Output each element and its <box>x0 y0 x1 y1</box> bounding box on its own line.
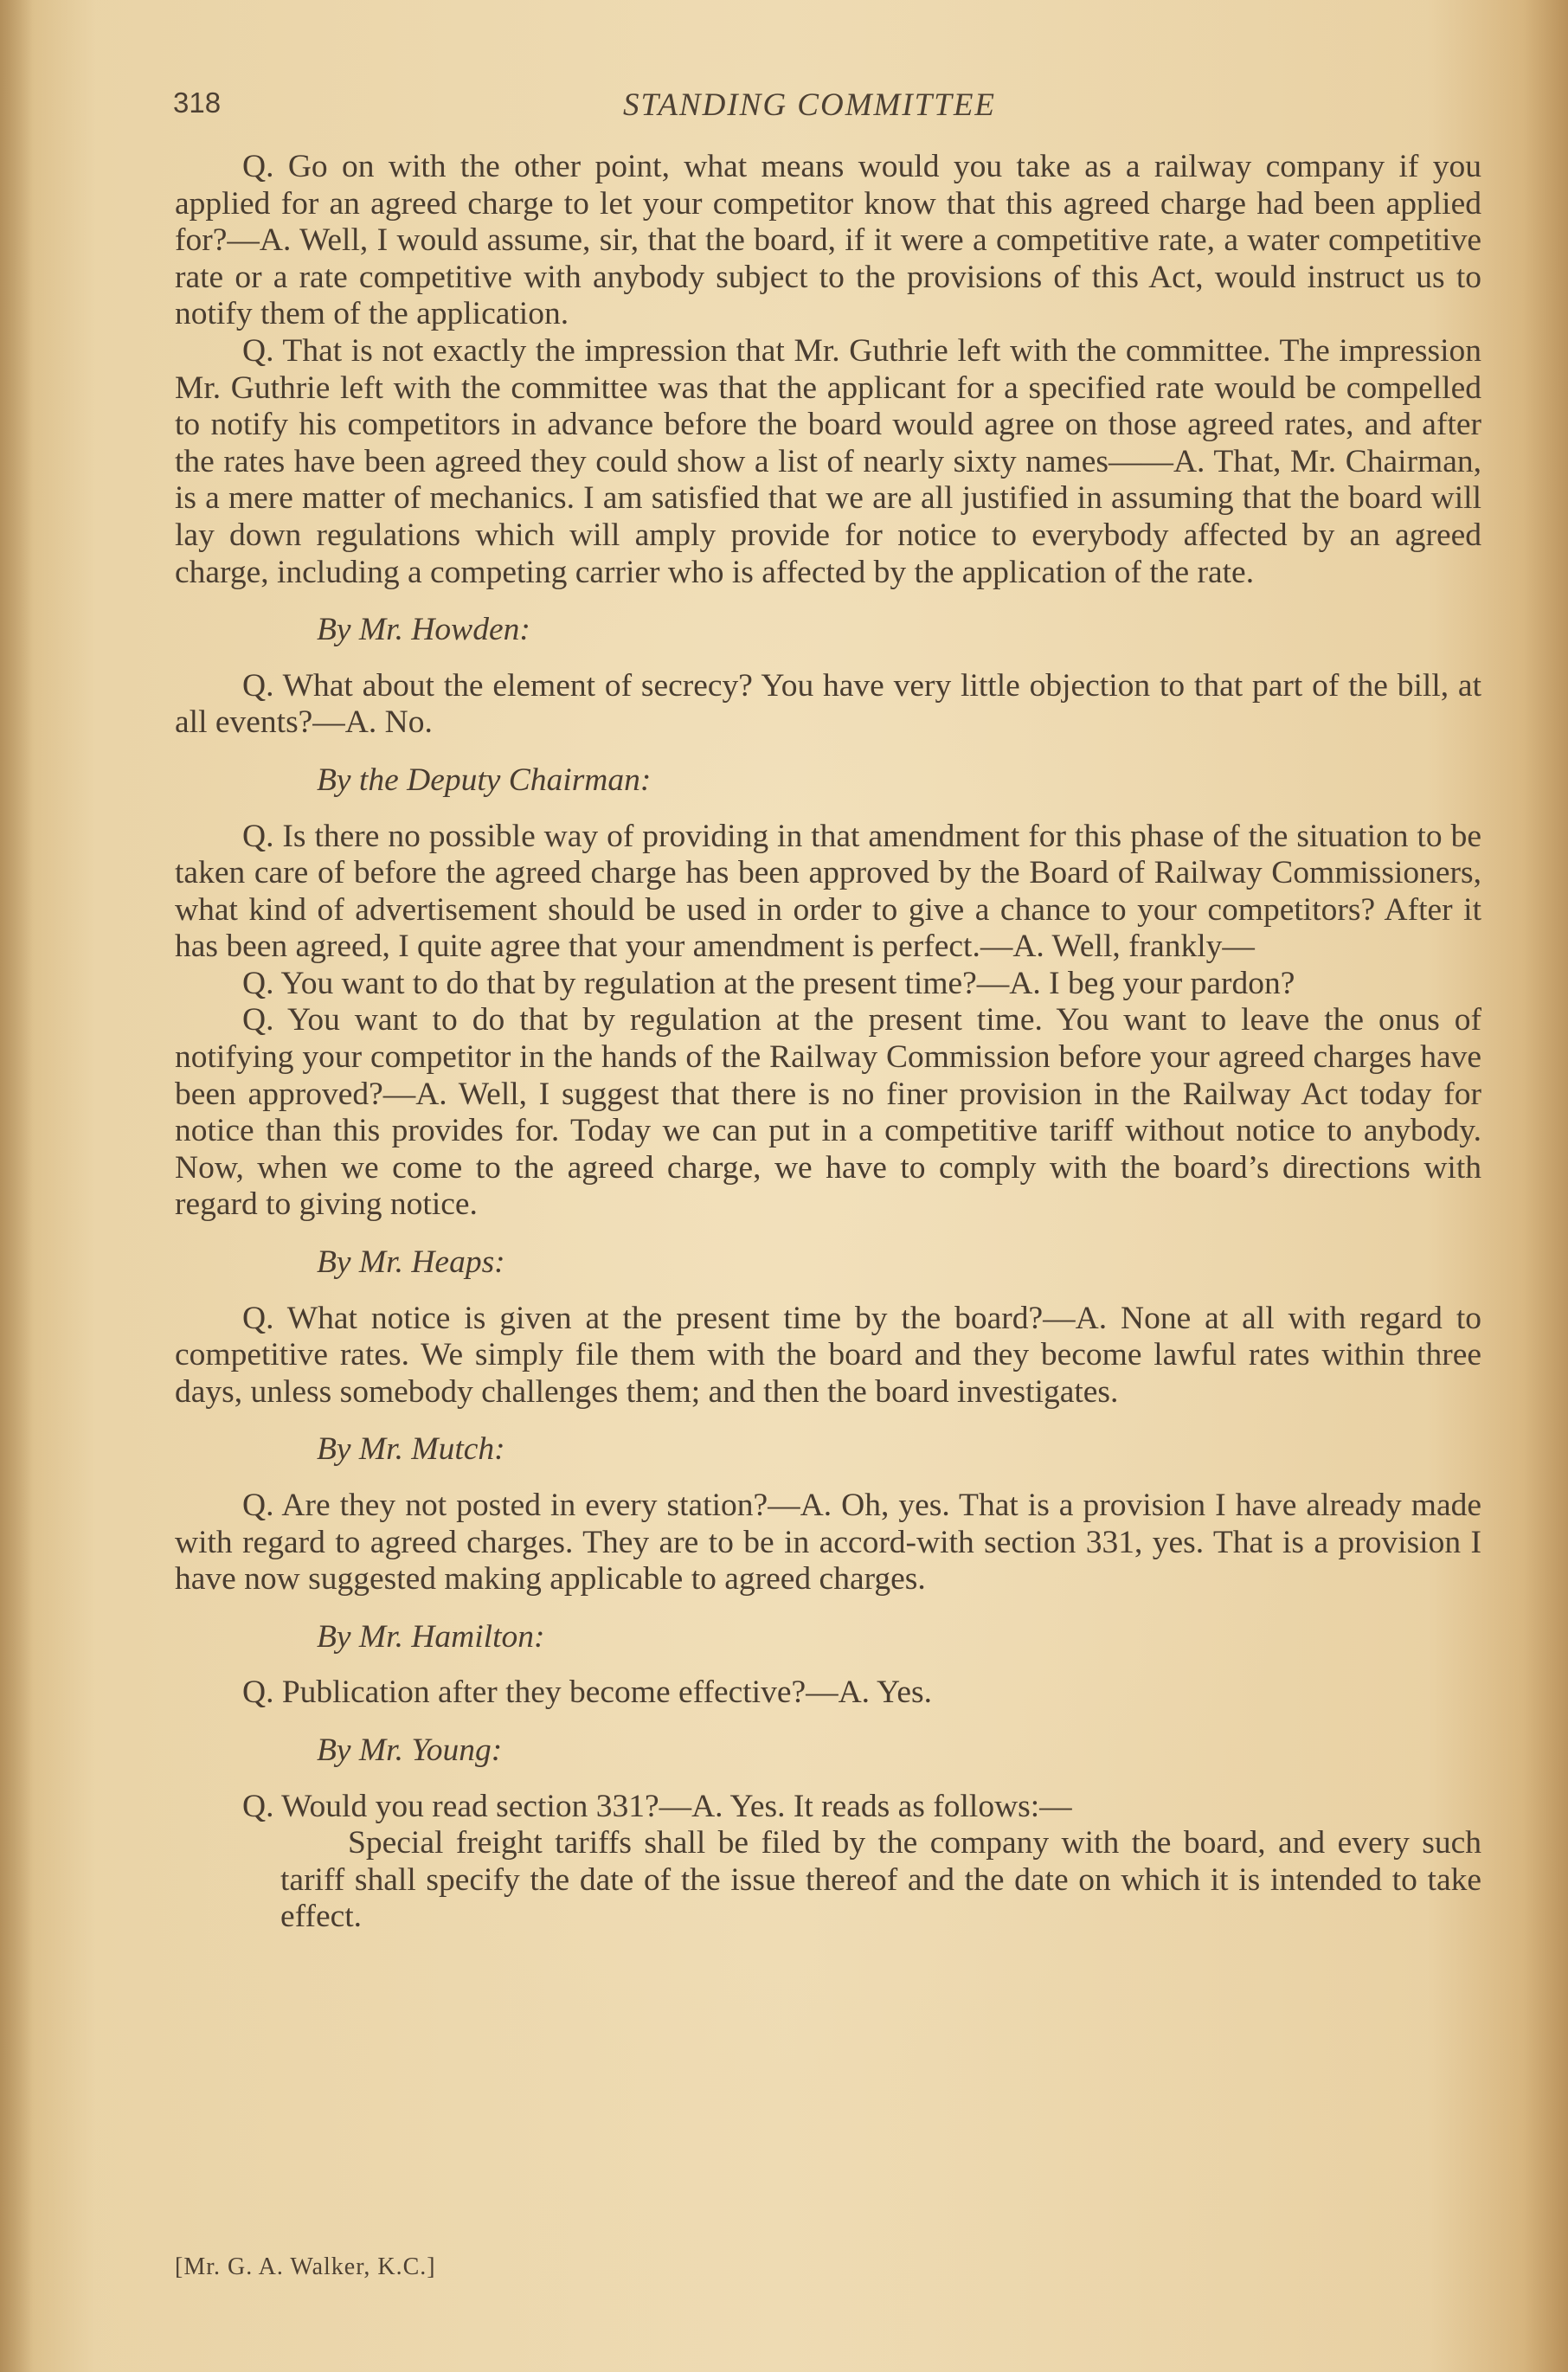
qa-paragraph: Q. That is not exactly the impression that Mr. Guthrie left with the committee. The impression Mr. Guthrie left with the committee was that the applicant for a specified rate would be compelled to notify his competitors in advance before the board would agree on those agreed rates, and after the rates have been agreed they could show a list of nearly sixty names——A. That, Mr. Chairman, is a mere matter of mechanics. I am satisfied that we are all justified in assuming that the board will lay down regulations which will amply provide for notice to everybody affected by an agreed charge, including a competing carrier who is affected by the application of the rate. <box>175 332 1481 590</box>
quoted-statute: Special freight tariffs shall be filed by the company with the board, and every such tariff shall specify the date of the issue thereof and the date on which it is intended to take effect. <box>280 1825 1481 1935</box>
page-number: 318 <box>173 87 222 119</box>
qa-paragraph: Q. What about the element of secrecy? You have very little objection to that part of the bill, at all events?—A. No. <box>175 667 1481 741</box>
qa-paragraph: Q. Are they not posted in every station?—A. Oh, yes. That is a provision I have already made with regard to agreed charges. They are to be in accord-with section 331, yes. That is a provision I have now suggested making applicable to agreed charges. <box>175 1488 1481 1597</box>
speaker-heading: By Mr. Howden: <box>317 612 530 648</box>
qa-paragraph: Q. Publication after they become effective?—A. Yes. <box>242 1675 932 1711</box>
qa-paragraph: Q. What notice is given at the present time by the board?—A. None at all with regard to competitive rates. We simply file them with the board and they become lawful rates within three days, unless somebody challenges them; and then the board investigates. <box>175 1300 1481 1410</box>
qa-paragraph: Q. Go on with the other point, what means would you take as a railway company if you applied for an agreed charge to let your competitor know that this agreed charge had been applied for?—A. Well, I would assume, sir, that the board, if it were a competitive rate, a water competitive rate or a rate competitive with anybody subject to the provisions of this Act, would instruct us to notify them of the application. <box>175 149 1481 332</box>
speaker-heading: By Mr. Mutch: <box>317 1431 505 1468</box>
qa-paragraph: Q. Is there no possible way of providing in that amendment for this phase of the situation to be taken care of before the agreed charge has been approved by the Board of Railway Commissioners, what kind of advertisement should be used in order to give a chance to your competitors? After it has been agreed, I quite agree that your amendment is perfect.—A. Well, frankly— <box>175 818 1481 965</box>
speaker-heading: By Mr. Hamilton: <box>317 1618 545 1655</box>
running-head: STANDING COMMITTEE <box>623 87 997 123</box>
witness-footer: [Mr. G. A. Walker, K.C.] <box>175 2253 436 2280</box>
qa-paragraph: Q. Would you read section 331?—A. Yes. It reads as follows:— <box>242 1788 1072 1824</box>
transcript-body <box>175 149 1481 1936</box>
qa-paragraph: Q. You want to do that by regulation at the present time?—A. I beg your pardon? <box>242 965 1295 1001</box>
speaker-heading: By Mr. Heaps: <box>317 1244 505 1281</box>
page-gutter-shadow <box>0 0 33 2372</box>
speaker-heading: By the Deputy Chairman: <box>317 762 652 798</box>
qa-paragraph: Q. You want to do that by regulation at the present time. You want to leave the onus of notifying your competitor in the hands of the Railway Commission before your agreed charges have been approved?—A. Well, I suggest that there is no finer provision in the Railway Act today for notice than this provides for. Today we can put in a competitive tariff without notice to anybody. Now, when we come to the agreed charge, we have to comply with the board’s directions with regard to giving notice. <box>175 1002 1481 1223</box>
page-header <box>173 87 1481 130</box>
speaker-heading: By Mr. Young: <box>317 1732 503 1768</box>
